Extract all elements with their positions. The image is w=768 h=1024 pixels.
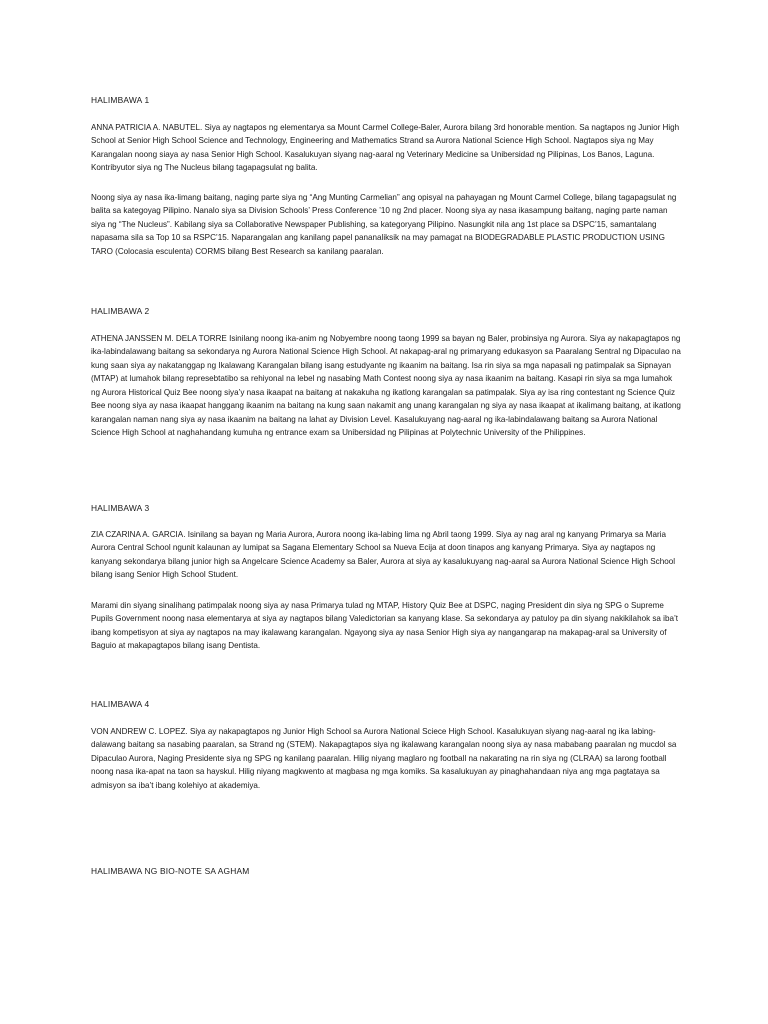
section-3-paragraph-2: Marami din siyang sinalihang patimpalak noong siya ay nasa Primarya tulad ng MTAP, History Quiz Bee at DSPC, naging President din siya ng SPG o Supreme Pupils Government noong nasa elementarya at siya ay nagtapos bilang Valedictorian sa kanyang klase. Sa sekondarya ay patuloy pa din siyang nakikilahok sa iba’t ibang kompetisyon at siya ay nagtapos na may ikalawang karangalan. Ngayong siya ay nasa Senior High siya ay nangangarap na makapag-aral sa University of Baguio at makapagtapos bilang isang Dentista. (91, 601, 679, 651)
section-2-paragraph-1: ATHENA JANSSEN M. DELA TORRE Isinilang noong ika-anim ng Nobyembre noong taong 1999 sa bayan ng Baler, probinsiya ng Aurora. Siya ay nakapagtapos ng ika-labindalawang baitang sa sekondarya ng Aurora National Science High School. At nakapag-aral ng primaryang edukasyon sa Paaralang Sentral ng Dipaculao na kung saan siya ay nakatanggap ng Ikalawang Karangalan bilang isang estudyante ng ikaanim na baitang. Isa rin siya sa mga napasali ng patimpalak sa Sipnayan (MTAP) at lumahok bilang represebtatibo sa rehiyonal na lebel ng nasabing Math Contest noong siya ay nasa ikaanim na baitang. Kasapi rin siya sa mga lumahok ng Aurora Historical Quiz Bee noong siya’y nasa ikaapat na baitang at nakakuha ng ikatlong karangalan sa patimpalak. Siya ay isa ring contestant ng Science Quiz Bee noong siya ay nasa ikaapat hanggang ikaanim na baitang na kung saan nakamit ang unang karangalan ng siya ay nasa ikaapat at ikalimang baitang, at ikatlong karangalan naman nang siya ay nasa ikaanim na baitang na lahat ay Division Level. Kasalukuyang nag-aaral ng ika-labindalawang baitang sa Aurora National Science High School at naghahandang kumuha ng entrance exam sa Unibersidad ng Pilipinas at Polytechnic University of the Philippines. (91, 334, 681, 438)
section-4-paragraph-1: VON ANDREW C. LOPEZ. Siya ay nakapagtapos ng Junior High School sa Aurora National Sciece High School. Kasalukuyan siyang nag-aaral ng ika labing-dalawang baitang sa nasabing paaralan, sa Strand ng (STEM). Nakapagtapos siya ng ikalawang karangalan noong siya ay nasa mababang paaralan ng mucdol sa Dipaculao Aurora, Naging Presidente siya ng SPG ng kanilang paaralan. Hilig niyang maglaro ng football na nakarating na rin siya ng (CLRAA) sa larong football noong nasa ika-apat na taon sa hayskul. Hilig niyang magkwento at magbasa ng mga komiks. Sa kasalukuyan ay pinaghahandaan niya ang mga pagtataya sa admisyon sa iba’t ibang kolehiyo at akademiya. (91, 727, 677, 790)
section-heading-4: HALIMBAWA 4 (91, 699, 150, 709)
section-heading-1: HALIMBAWA 1 (91, 95, 150, 105)
section-1-paragraph-1: ANNA PATRICIA A. NABUTEL. Siya ay nagtapos ng elementarya sa Mount Carmel College-Baler, Aurora bilang 3rd honorable mention. Sa nagtapos ng Junior High School at Senior High School Science and Technology, Engineering and Mathematics Strand sa Aurora National Science High School. Nagtapos siya ng May Karangalan noong siaya ay nasa Senior High School. Kasalukuyan siyang nag-aaral ng Veterinary Medicine sa Unibersidad ng Pilipinas, Los Banos, Laguna. Kontribyutor siya ng The Nucleus bilang tagapagsulat ng balita. (91, 123, 680, 173)
section-1-paragraph-2: Noong siya ay nasa ika-limang baitang, naging parte siya ng “Ang Munting Carmelian” ang opisyal na pahayagan ng Mount Carmel College, bilang tagapagsulat ng balita sa kategoyag Pilipino. Nanalo siya sa Division Schools’ Press Conference ’10 ng 2nd placer. Noong siya ay nasa ikasampung baitang, naging parte naman siya ng “The Nucleus”. Kabilang siya sa Collaborative Newspaper Publishing, sa kategoryang Pilipino. Nasungkit nila ang 1st place sa DSPC’15, samantalang napasama sila sa Top 10 sa RSPC’15. Naparangalan ang kanilang papel pananaliksik na may pamagat na BIODEGRADABLE PLASTIC PRODUCTION USING TARO (Colocasia esculenta) CORMS bilang Best Research sa kanilang paaralan. (91, 193, 677, 256)
section-heading-5: HALIMBAWA NG BIO-NOTE SA AGHAM (91, 866, 250, 876)
section-heading-2: HALIMBAWA 2 (91, 306, 150, 316)
section-heading-3: HALIMBAWA 3 (91, 503, 150, 513)
section-3-paragraph-1: ZIA CZARINA A. GARCIA. Isinilang sa bayan ng Maria Aurora, Aurora noong ika-labing lima ng Abril taong 1999. Siya ay nag aral ng kanyang Primarya sa Maria Aurora Central School ngunit kalaunan ay lumipat sa Sagana Elementary School sa Nueva Ecija at doon tinapos ang kanyang Primarya. Siya ay nagtapos ng kanyang sekondarya bilang junior high sa Angelcare Science Academy sa Baler, Aurora at siya ay kasalukuyang nag-aaral sa Aurora National Science High School bilang isang Senior High School Student. (91, 530, 676, 580)
